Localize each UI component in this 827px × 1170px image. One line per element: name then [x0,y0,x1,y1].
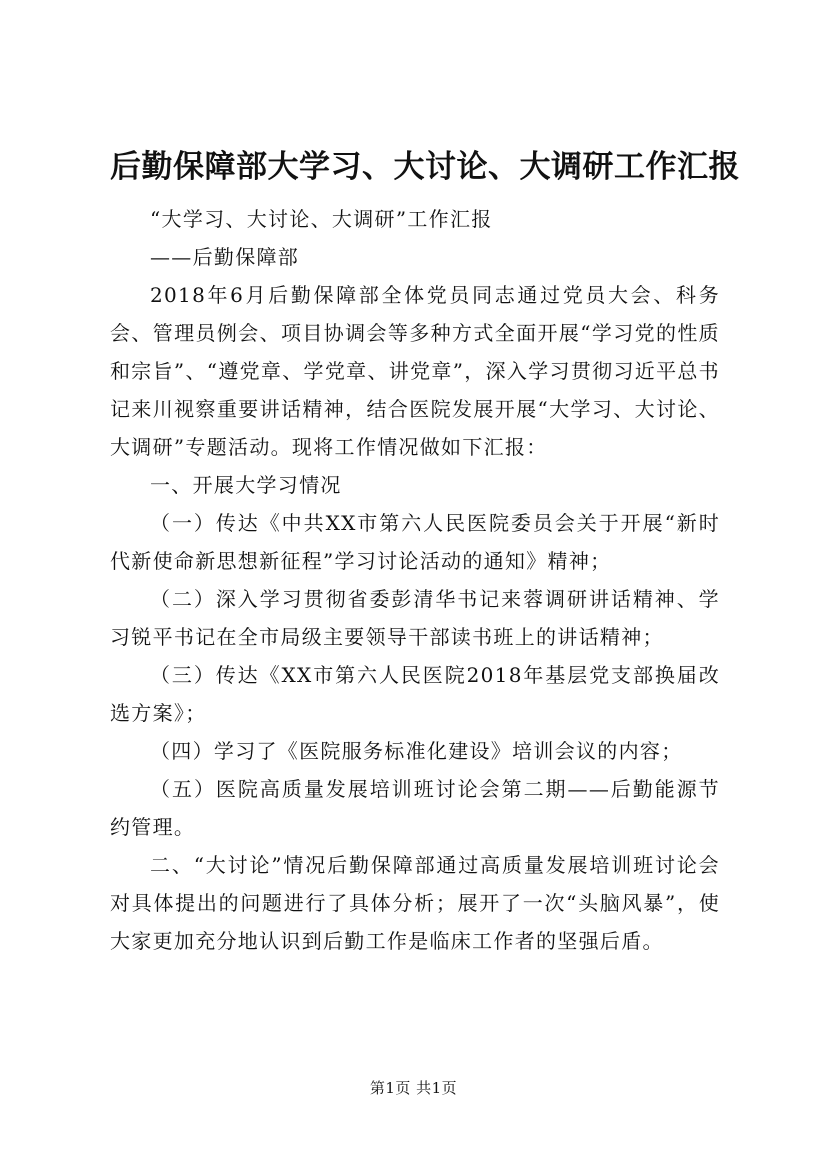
list-item-3: （三）传达《XX市第六人民医院2018年基层党支部换届改选方案》； [110,663,720,725]
page-footer: 第1页 共1页 [369,1079,458,1097]
paragraph-intro: 2018年6月后勤保障部全体党员同志通过党员大会、科务会、管理员例会、项目协调会等多种方式全面开展“学习党的性质和宗旨”、“遵党章、学党章、讲党章”，深入学习贯彻习近平总书记来川视察重要讲话精神，结合医院发展开展“大学习、大讨论、大调研”专题活动。现将工作情况做如下汇报： [110,283,720,459]
list-item-5: （五）医院高质量发展培训班讨论会第二期——后勤能源节约管理。 [110,777,720,839]
document-title: 后勤保障部大学习、大讨论、大调研工作汇报 [110,149,740,185]
section-heading-study: 一、开展大学习情况 [150,473,342,497]
list-item-1: （一）传达《中共XX市第六人民医院委员会关于开展“新时代新使命新思想新征程”学习讨论活动的通知》精神； [110,511,720,573]
paragraph-department: ——后勤保障部 [150,245,300,269]
section-discussion: 二、“大讨论”情况后勤保障部通过高质量发展培训班讨论会对具体提出的问题进行了具体分析；展开了一次“头脑风暴”，使大家更加充分地认识到后勤工作是临床工作者的坚强后盾。 [110,853,720,953]
list-item-4: （四）学习了《医院服务标准化建设》培训会议的内容； [150,739,683,763]
list-item-2: （二）深入学习贯彻省委彭清华书记来蓉调研讲话精神、学习锐平书记在全市局级主要领导干部读书班上的讲话精神； [110,587,720,649]
document-body [110,200,720,960]
paragraph-subtitle: “大学习、大讨论、大调研”工作汇报 [150,207,493,231]
